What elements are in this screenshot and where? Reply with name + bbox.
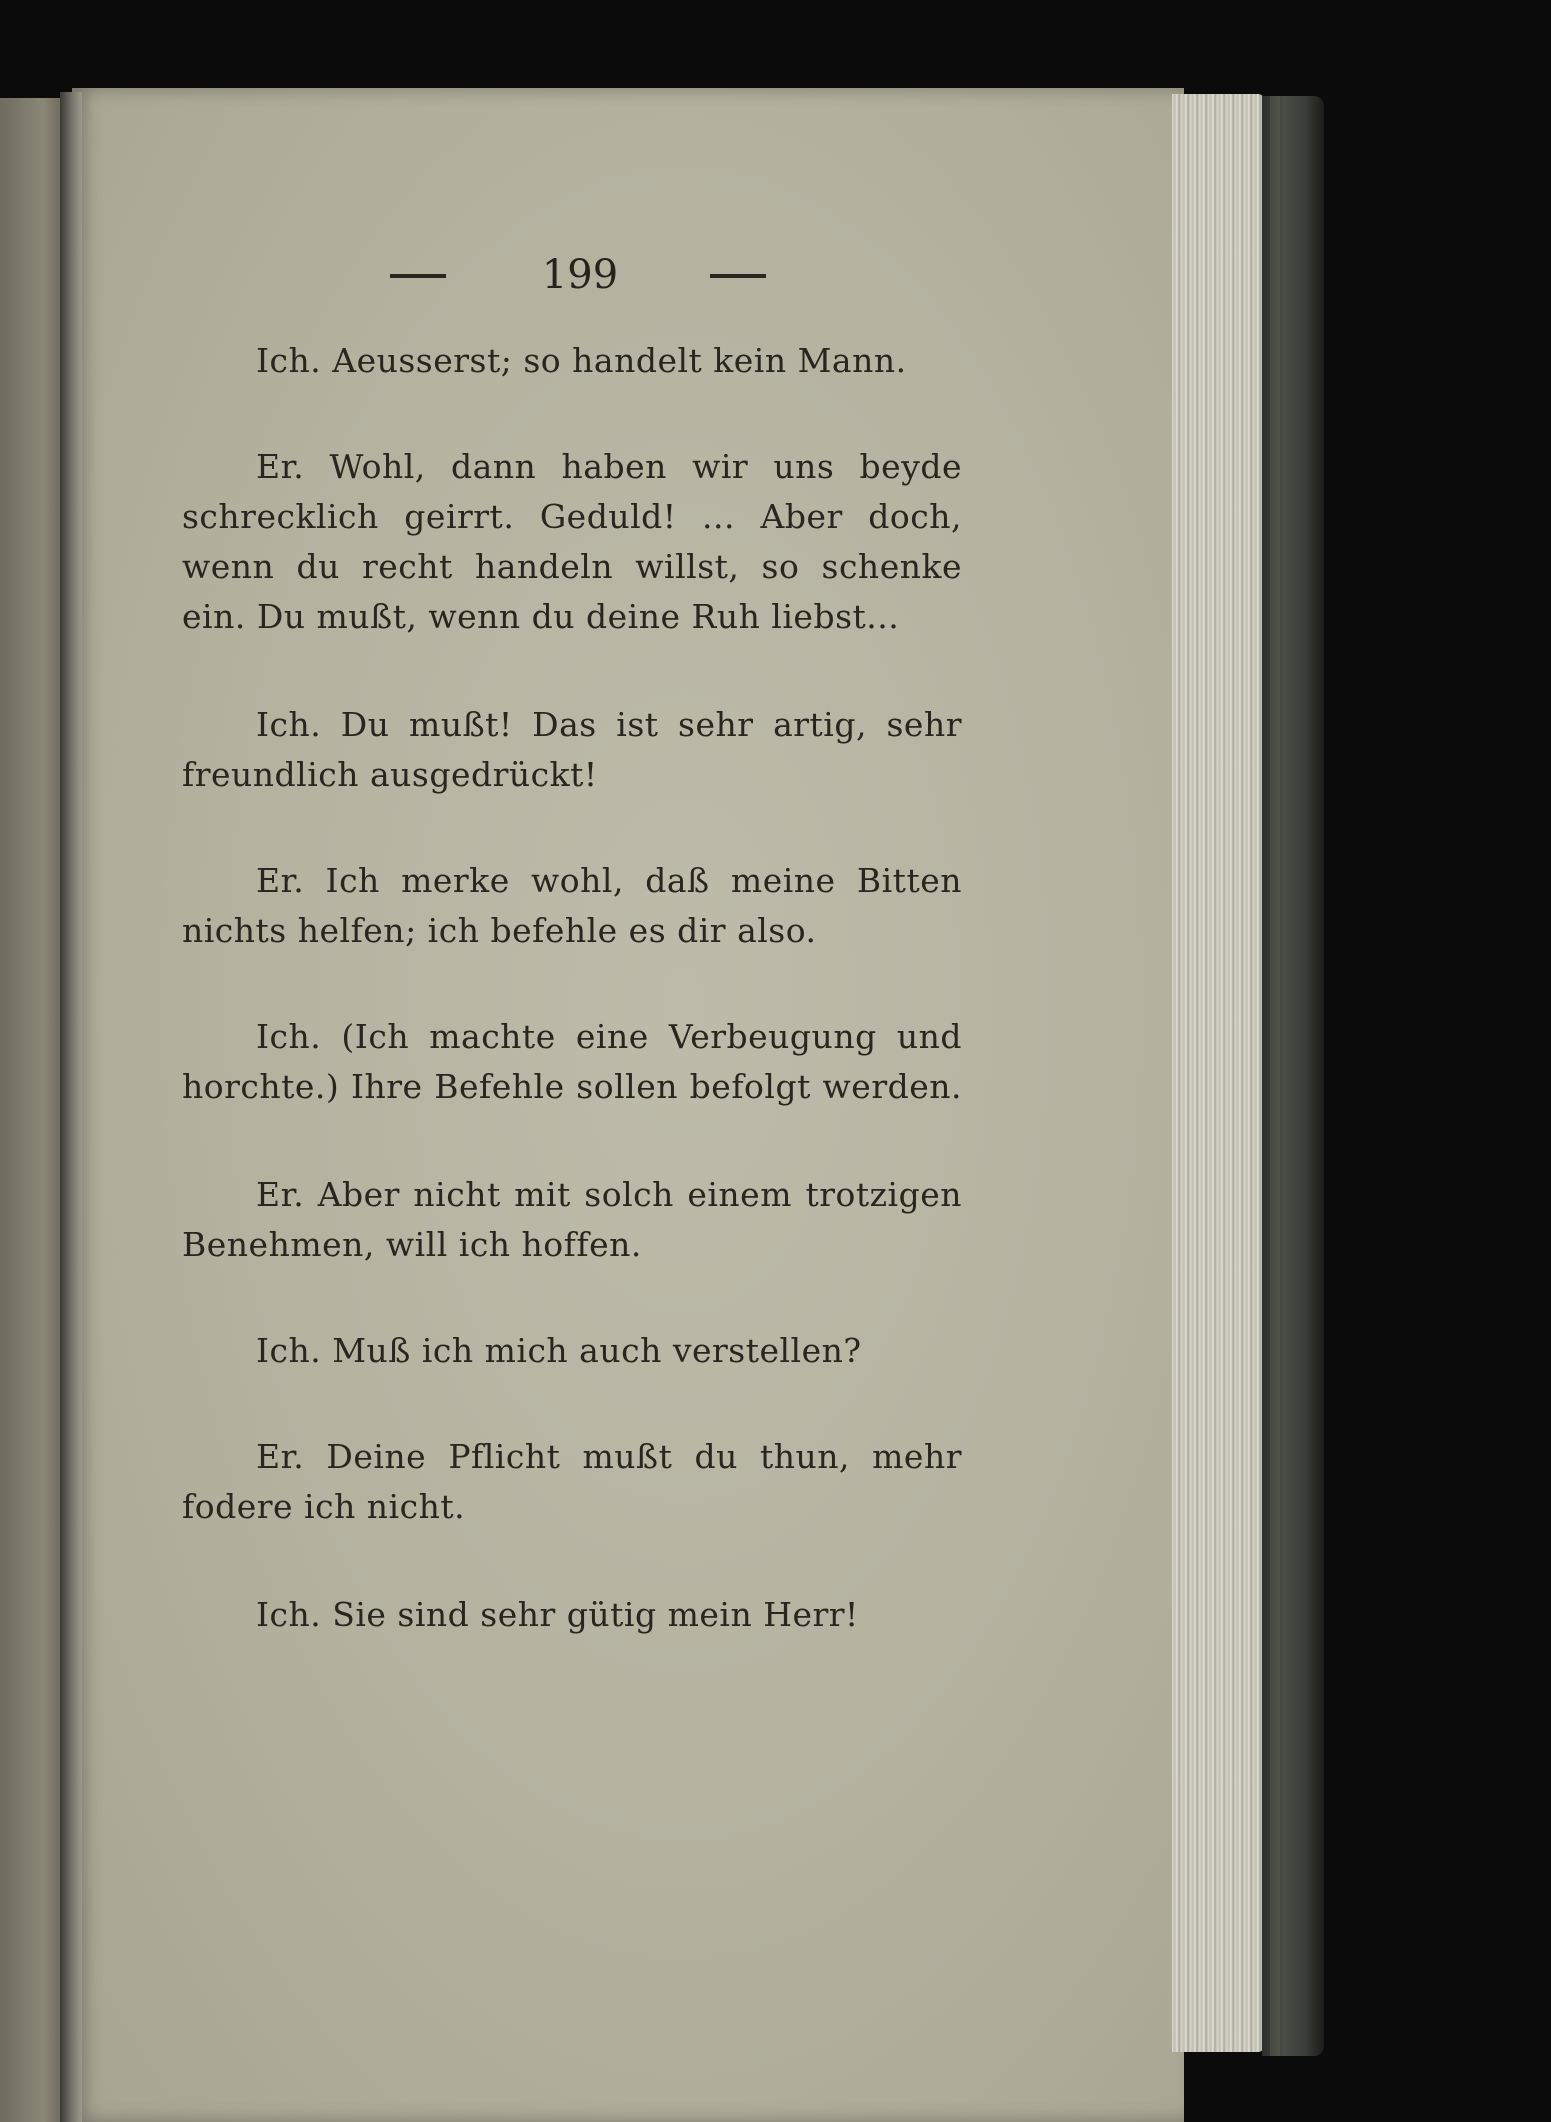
text-line: Er. Wohl, dann haben wir uns beyde	[256, 447, 962, 486]
text-line: Ich. (Ich machte eine Verbeugung und	[256, 1017, 962, 1056]
text-line: Ich. Aeusserst; so handelt kein Mann.	[256, 341, 907, 380]
text-line: Ich. Muß ich mich auch verstellen?	[256, 1331, 862, 1370]
text-line: nichts helfen; ich befehle es dir also.	[182, 911, 817, 950]
text-line: schrecklich geirrt. Geduld! ... Aber doch,	[182, 497, 962, 536]
book-gutter	[60, 92, 82, 2122]
text-line: freundlich ausgedrückt!	[182, 755, 598, 794]
text-line: Ich. Du mußt! Das ist sehr artig, sehr	[256, 705, 962, 744]
text-line: fodere ich nicht.	[182, 1487, 466, 1526]
page-stack-edges	[1172, 94, 1264, 2052]
text-line: Ich. Sie sind sehr gütig mein Herr!	[256, 1595, 859, 1634]
text-line: Er. Ich merke wohl, daß meine Bitten	[256, 861, 962, 900]
text-line: Er. Aber nicht mit solch einem trotzigen	[256, 1175, 962, 1214]
text-line: ein. Du mußt, wenn du deine Ruh liebst...	[182, 597, 900, 636]
text-line: Benehmen, will ich hoffen.	[182, 1225, 642, 1264]
head-dash-left	[390, 274, 446, 278]
text-line: horchte.) Ihre Befehle sollen befolgt werden.	[182, 1067, 962, 1106]
book-cover-board	[1262, 96, 1324, 2056]
head-dash-right	[710, 274, 766, 278]
text-line: Er. Deine Pflicht mußt du thun, mehr	[256, 1437, 962, 1476]
text-line: wenn du recht handeln willst, so schenke	[182, 547, 962, 586]
page-number: 199	[541, 252, 619, 298]
running-head	[390, 252, 750, 302]
